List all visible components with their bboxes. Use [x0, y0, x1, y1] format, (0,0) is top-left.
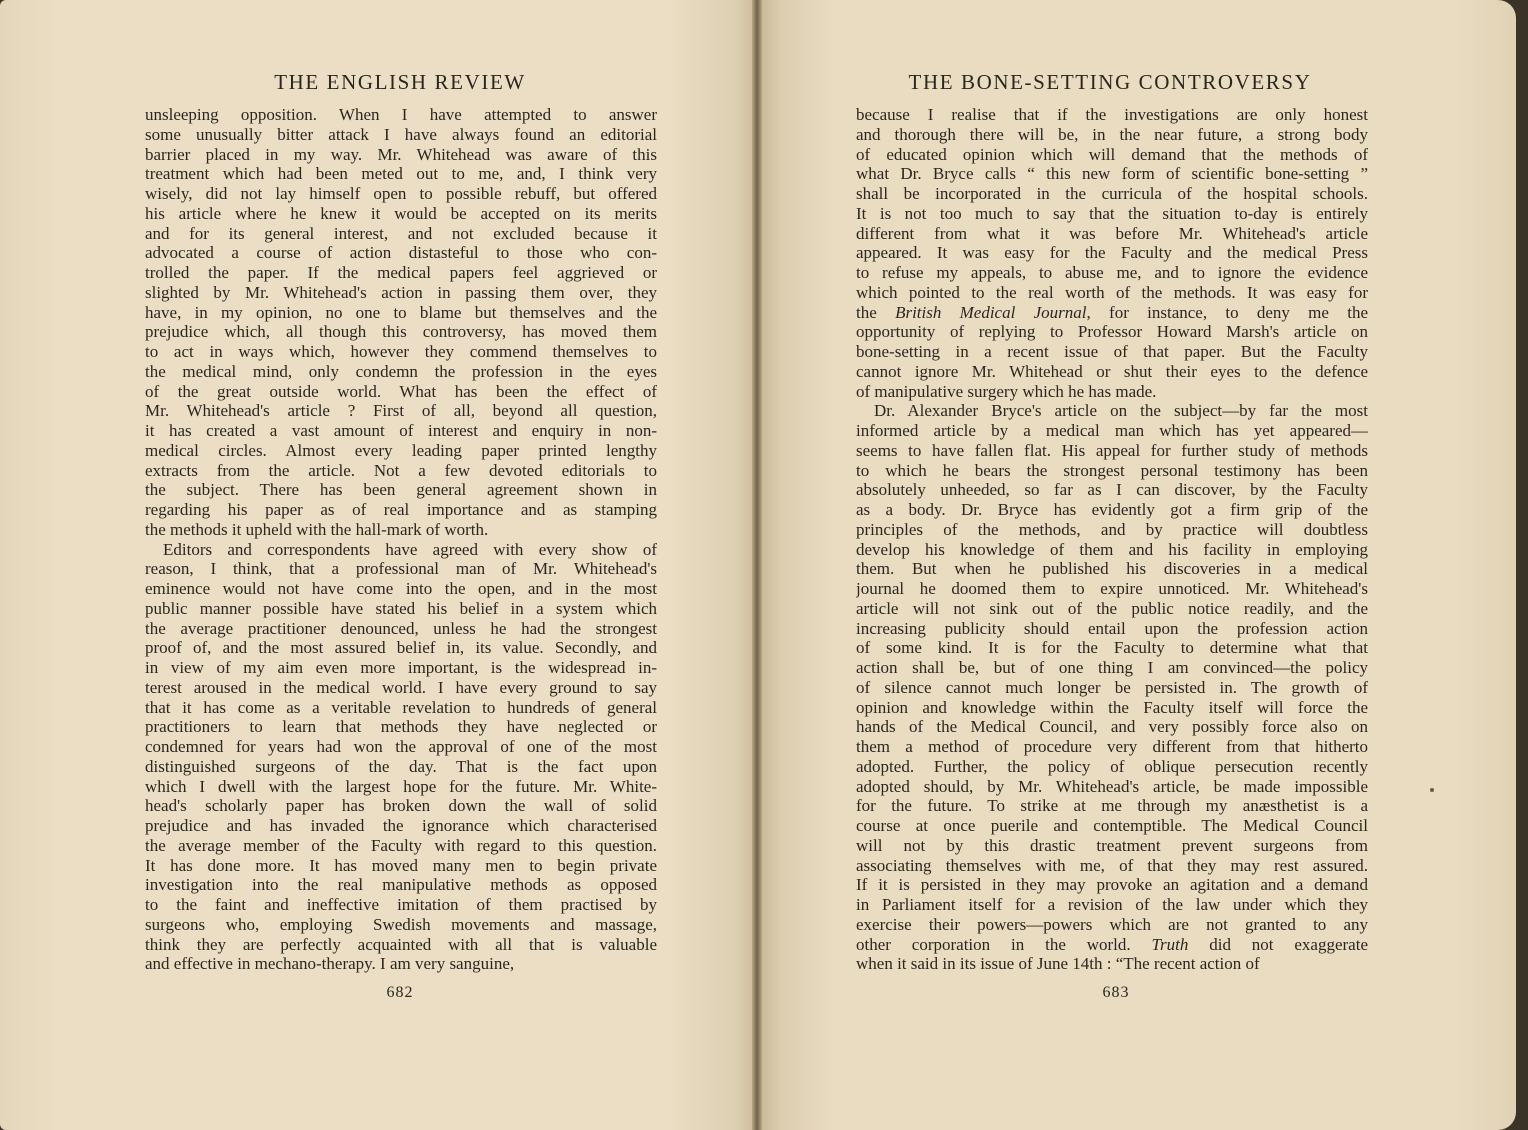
- text-line: It has done more. It has moved many men to begin private: [145, 855, 657, 875]
- text-line: adopted. Further, the policy of oblique persecution recently: [856, 756, 1368, 776]
- text-line-final: when it said in its issue of June 14th : “The recent action of: [856, 954, 1260, 974]
- left-page-number: 682: [386, 984, 414, 1001]
- text-line: adopted should, by Mr. Whitehead's article, be made impossible: [856, 776, 1368, 796]
- bmj-title-italic: British Medical Journal: [895, 302, 1087, 322]
- text-line: course at once puerile and contemptible. The Medical Council: [856, 816, 1368, 835]
- text-line: think they are perfectly acquainted with all that is valuable: [145, 934, 657, 954]
- text-line: to refuse my appeals, to abuse me, and to ignore the evidence: [856, 263, 1368, 282]
- text-line: and for its general interest, and not excluded because it: [145, 223, 657, 243]
- text-line: the methods it upheld with the hall-mark of worth.: [145, 519, 489, 539]
- text-line: develop his knowledge of them and his facility in employing: [856, 539, 1368, 559]
- text-line: reason, I think, that a professional man of Mr. Whitehead's: [145, 559, 657, 579]
- text-line: practitioners to learn that methods they have neglected or: [145, 717, 657, 737]
- text-line: opinion and knowledge within the Faculty itself will force the: [856, 697, 1368, 717]
- text-line: to act in ways which, however they commend themselves to: [145, 342, 657, 361]
- text-line: terest aroused in the medical world. I have every ground to say: [145, 677, 657, 697]
- text-line: If it is persisted in they may provoke an agitation and a demand: [856, 875, 1368, 895]
- text-line: condemned for years had won the approval of one of the most: [145, 737, 657, 756]
- text-line: principles of the methods, and by practice will doubtless: [856, 519, 1368, 539]
- text-line: of silence cannot much longer be persisted in. The growth of: [856, 677, 1368, 697]
- text-line: surgeons who, employing Swedish movements and massage,: [145, 914, 657, 934]
- text-line: increasing publicity should entail upon the profession action: [856, 618, 1368, 638]
- text-line: exercise their powers—powers which are not granted to any: [856, 914, 1368, 934]
- text-line: and thorough there will be, in the near future, a strong body: [856, 124, 1368, 144]
- text-line: it has created a vast amount of interest and enquiry in non-: [145, 421, 657, 440]
- text-line: unsleeping opposition. When I have attempted to answer: [145, 105, 657, 124]
- right-page-number: 683: [1102, 984, 1130, 1001]
- right-body-text: [856, 105, 1368, 974]
- right-running-head: THE BONE-SETTING CONTROVERSY: [908, 70, 1312, 94]
- text-line: have, in my opinion, no one to blame but themselves and the: [145, 302, 657, 322]
- text-line: different from what it was before Mr. Whitehead's article: [856, 223, 1368, 243]
- text-line: action shall be, but of one thing I am convinced—the policy: [856, 658, 1368, 677]
- text-line: journal he doomed them to expire unnoticed. Mr. Whitehead's: [856, 579, 1368, 598]
- truth-line-before: other corporation in the world.: [856, 934, 1152, 954]
- text-line: opportunity of replying to Professor Howard Marsh's article on: [856, 322, 1368, 342]
- text-line: the average practitioner denounced, unless he had the strongest: [145, 618, 657, 638]
- text-line: public manner possible have stated his belief in a system which: [145, 598, 657, 618]
- text-line: to which he bears the strongest personal testimony has been: [856, 460, 1368, 480]
- text-line: seems to have fallen flat. His appeal for further study of methods: [856, 440, 1368, 460]
- text-line: extracts from the article. Not a few devoted editorials to: [145, 460, 657, 480]
- text-line: associating themselves with me, of that they may rest assured.: [856, 855, 1368, 875]
- text-line: barrier placed in my way. Mr. Whitehead was aware of this: [145, 144, 657, 164]
- text-line: distinguished surgeons of the day. That is the fact upon: [145, 756, 657, 776]
- text-line: proof of, and the most assured belief in, its value. Secondly, and: [145, 638, 657, 658]
- text-line: what Dr. Bryce calls “ this new form of scientific bone-setting ”: [856, 164, 1368, 184]
- text-line: treatment which had been meted out to me, and, I think very: [145, 164, 657, 184]
- truth-line-after: did not exaggerate: [1188, 934, 1368, 954]
- text-line: Dr. Alexander Bryce's article on the subject—by far the most: [874, 401, 1368, 421]
- text-line: slighted by Mr. Whitehead's action in passing them over, they: [145, 282, 657, 302]
- text-line: advocated a course of action distasteful to those who con-: [145, 243, 657, 263]
- left-body-text: [145, 105, 657, 974]
- text-line: shall be incorporated in the curricula of the hospital schools.: [856, 184, 1368, 203]
- text-line: wisely, did not lay himself open to possible rebuff, but offered: [145, 184, 657, 203]
- text-line: the medical mind, only condemn the profession in the eyes: [145, 361, 657, 381]
- text-line: to the faint and ineffective imitation of them practised by: [145, 895, 657, 914]
- paper-speck: [1430, 788, 1434, 792]
- text-line: of some kind. It is for the Faculty to determine what that: [856, 638, 1368, 658]
- text-line: investigation into the real manipulative methods as opposed: [145, 875, 657, 895]
- text-line: prejudice and has invaded the ignorance which characterised: [145, 816, 657, 835]
- text-line: appeared. It was easy for the Faculty and the medical Press: [856, 243, 1368, 263]
- right-lines-part1: [856, 105, 1368, 303]
- text-line-truth: [856, 935, 1368, 955]
- text-line: the subject. There has been general agreement shown in: [145, 480, 657, 500]
- text-line: will not by this drastic treatment prevent surgeons from: [856, 835, 1368, 855]
- bmj-line-after: , for instance, to deny me the: [1086, 302, 1368, 322]
- text-line: medical circles. Almost every leading paper printed lengthy: [145, 440, 657, 460]
- text-line: head's scholarly paper has broken down the wall of solid: [145, 796, 657, 816]
- text-line: It is not too much to say that the situation to-day is entirely: [856, 203, 1368, 223]
- text-line: of the great outside world. What has been the effect of: [145, 381, 657, 401]
- text-line: article will not sink out of the public notice readily, and the: [856, 598, 1368, 618]
- text-line: hands of the Medical Council, and very possibly force also on: [856, 717, 1368, 737]
- text-line: some unusually bitter attack I have always found an editorial: [145, 124, 657, 144]
- bmj-line-before: the: [856, 302, 896, 322]
- text-line: of educated opinion which will demand that the methods of: [856, 144, 1368, 164]
- text-line: bone-setting in a recent issue of that paper. But the Faculty: [856, 342, 1368, 361]
- text-line: of manipulative surgery which he has made.: [856, 381, 1157, 401]
- text-line: because I realise that if the investigations are only honest: [856, 105, 1368, 124]
- text-line: which I dwell with the largest hope for the future. Mr. White-: [145, 776, 657, 796]
- text-line: in view of my aim even more important, is the widespread in-: [145, 658, 657, 677]
- text-line: Editors and correspondents have agreed with every show of: [163, 539, 657, 559]
- text-line: Mr. Whitehead's article ? First of all, beyond all question,: [145, 401, 657, 421]
- right-lines-part2: [856, 322, 1368, 934]
- text-line: as a body. Dr. Bryce has evidently got a firm grip of the: [856, 500, 1368, 519]
- text-line: absolutely unheeded, so far as I can discover, by the Faculty: [856, 480, 1368, 500]
- text-line: informed article by a medical man which has yet appeared—: [856, 421, 1368, 440]
- text-line: in Parliament itself for a revision of the law under which they: [856, 895, 1368, 914]
- text-line: his article where he knew it would be accepted on its merits: [145, 203, 657, 223]
- text-line: eminence would not have come into the open, and in the most: [145, 579, 657, 598]
- text-line: and effective in mechano-therapy. I am very sanguine,: [145, 954, 515, 974]
- text-line: for the future. To strike at me through my anæsthetist is a: [856, 796, 1368, 816]
- text-line-bmj: [856, 303, 1368, 323]
- text-line: trolled the paper. If the medical papers feel aggrieved or: [145, 263, 657, 282]
- left-running-head: THE ENGLISH REVIEW: [274, 70, 526, 94]
- text-line: prejudice which, all though this controversy, has moved them: [145, 322, 657, 342]
- text-line: that it has come as a veritable revelation to hundreds of general: [145, 697, 657, 717]
- text-line: them. But when he published his discoveries in a medical: [856, 559, 1368, 579]
- text-line: cannot ignore Mr. Whitehead or shut their eyes to the defence: [856, 361, 1368, 381]
- text-line: regarding his paper as of real importance and as stamping: [145, 500, 657, 519]
- text-line: the average member of the Faculty with regard to this question.: [145, 835, 657, 855]
- text-line: them a method of procedure very different from that hitherto: [856, 737, 1368, 756]
- text-line: which pointed to the real worth of the methods. It was easy for: [856, 282, 1368, 302]
- book-gutter: [752, 0, 762, 1130]
- truth-title-italic: Truth: [1151, 934, 1189, 954]
